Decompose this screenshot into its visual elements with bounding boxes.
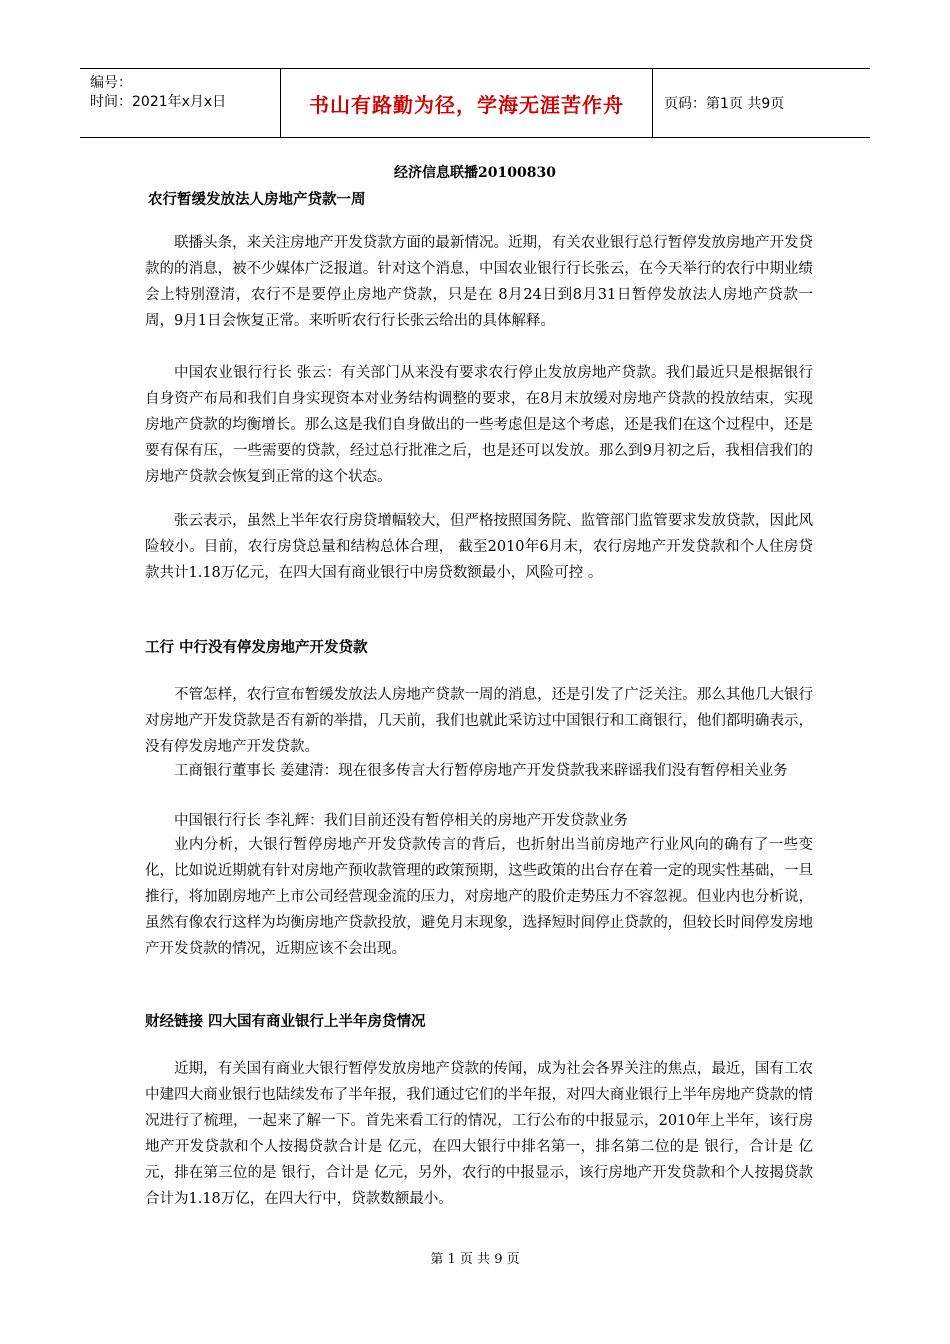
section-heading: 工行 中行没有停发房地产开发贷款 [145, 640, 368, 656]
header-table [80, 68, 870, 138]
document-title: 经济信息联播20100830 [394, 165, 556, 181]
paragraph: 不管怎样，农行宣布暂缓发放法人房地产贷款一周的消息，还是引发了广泛关注。那么其他几大银行对房地产开发贷款是否有新的举措，几天前，我们也就此采访过中国银行和工商银行，他们都明确表示，没有停发房地产开发贷款。 [145, 687, 813, 755]
paragraph: 联播头条，来关注房地产开发贷款方面的最新情况。近期，有关农业银行总行暂停发放房地产开发贷款的的消息，被不少媒体广泛报道。针对这个消息，中国农业银行行长张云，在今天举行的农行中期业绩会上特别澄清，农行不是要停止房地产贷款，只是在 8月24日到8月31日暂停发放法人房地产贷款一周，9月1日会恢复正常。来听听农行行长张云给出的具体解释。 [145, 235, 813, 329]
date-label: 时间：2021年x月x日 [90, 94, 227, 110]
paragraph: 近期，有关国有商业大银行暂停发放房地产贷款的传闻，成为社会各界关注的焦点，最近，国有工农中建四大商业银行也陆续发布了半年报，我们通过它们的半年报，对四大商业银行上半年房地产贷款的情况进行了梳理，一起来了解一下。首先来看工行的情况，工行公布的中报显示，2010年上半年，该行房地产开发贷款和个人按揭贷款合计是 亿元，在四大银行中排名第一，排名第二位的是 银行，合计是 亿元，排在第三位的是 银行，合计是 亿元，另外，农行的中报显示，该行房地产开发贷款和个人按揭贷款合计为1.18万亿，在四大行中，贷款数额最小。 [145, 1061, 813, 1207]
header-page-info: 页码：第1页 共9页 [664, 96, 785, 112]
page-footer: 第 1 页 共 9 页 [430, 1252, 520, 1267]
number-label: 编号： [90, 75, 132, 91]
header-meta [90, 74, 226, 112]
section-heading: 农行暂缓发放法人房地产贷款一周 [148, 192, 366, 208]
header-divider [652, 69, 653, 137]
paragraph: 中国农业银行行长 张云：有关部门从来没有要求农行停止发放房地产贷款。我们最近只是根据银行自身资产布局和我们自身实现资本对业务结构调整的要求，在8月末放缓对房地产贷款的投放结束，实现房地产贷款的均衡增长。那么这是我们自身做出的一些考虑但是这个考虑，还是我们在这个过程中，还是要有保有压，一些需要的贷款，经过总行批准之后，也是还可以发放。那么到9月初之后，我相信我们的房地产贷款会恢复到正常的这个状态。 [145, 365, 813, 485]
paragraph: 工商银行董事长 姜建清：现在很多传言大行暂停房地产开发贷款我来辟谣我们没有暂停相关业务 [174, 763, 788, 779]
paragraph: 张云表示，虽然上半年农行房贷增幅较大，但严格按照国务院、监管部门监管要求发放贷款，因此风险较小。目前，农行房贷总量和结构总体合理， 截至2010年6月末，农行房地产开发贷款和个人住房贷款共计1.18万亿元，在四大国有商业银行中房贷数额最小，风险可控 。 [145, 513, 813, 581]
paragraph: 中国银行行长 李礼辉：我们目前还没有暂停相关的房地产开发贷款业务 [174, 813, 629, 829]
header-motto: 书山有路勤为径，学海无涯苦作舟 [309, 92, 624, 117]
section-heading: 财经链接 四大国有商业银行上半年房贷情况 [145, 1014, 426, 1030]
paragraph: 业内分析，大银行暂停房地产开发贷款传言的背后，也折射出当前房地产行业风向的确有了一些变化，比如说近期就有针对房地产预收款管理的政策预期，这些政策的出台存在着一定的现实性基础，一旦推行，将加剧房地产上市公司经营现金流的压力，对房地产的股价走势压力不容忽视。但业内也分析说，虽然有像农行这样为均衡房地产贷款投放，避免月末现象，选择短时间停止贷款的，但较长时间停发房地产开发贷款的情况，近期应该不会出现。 [145, 837, 813, 957]
